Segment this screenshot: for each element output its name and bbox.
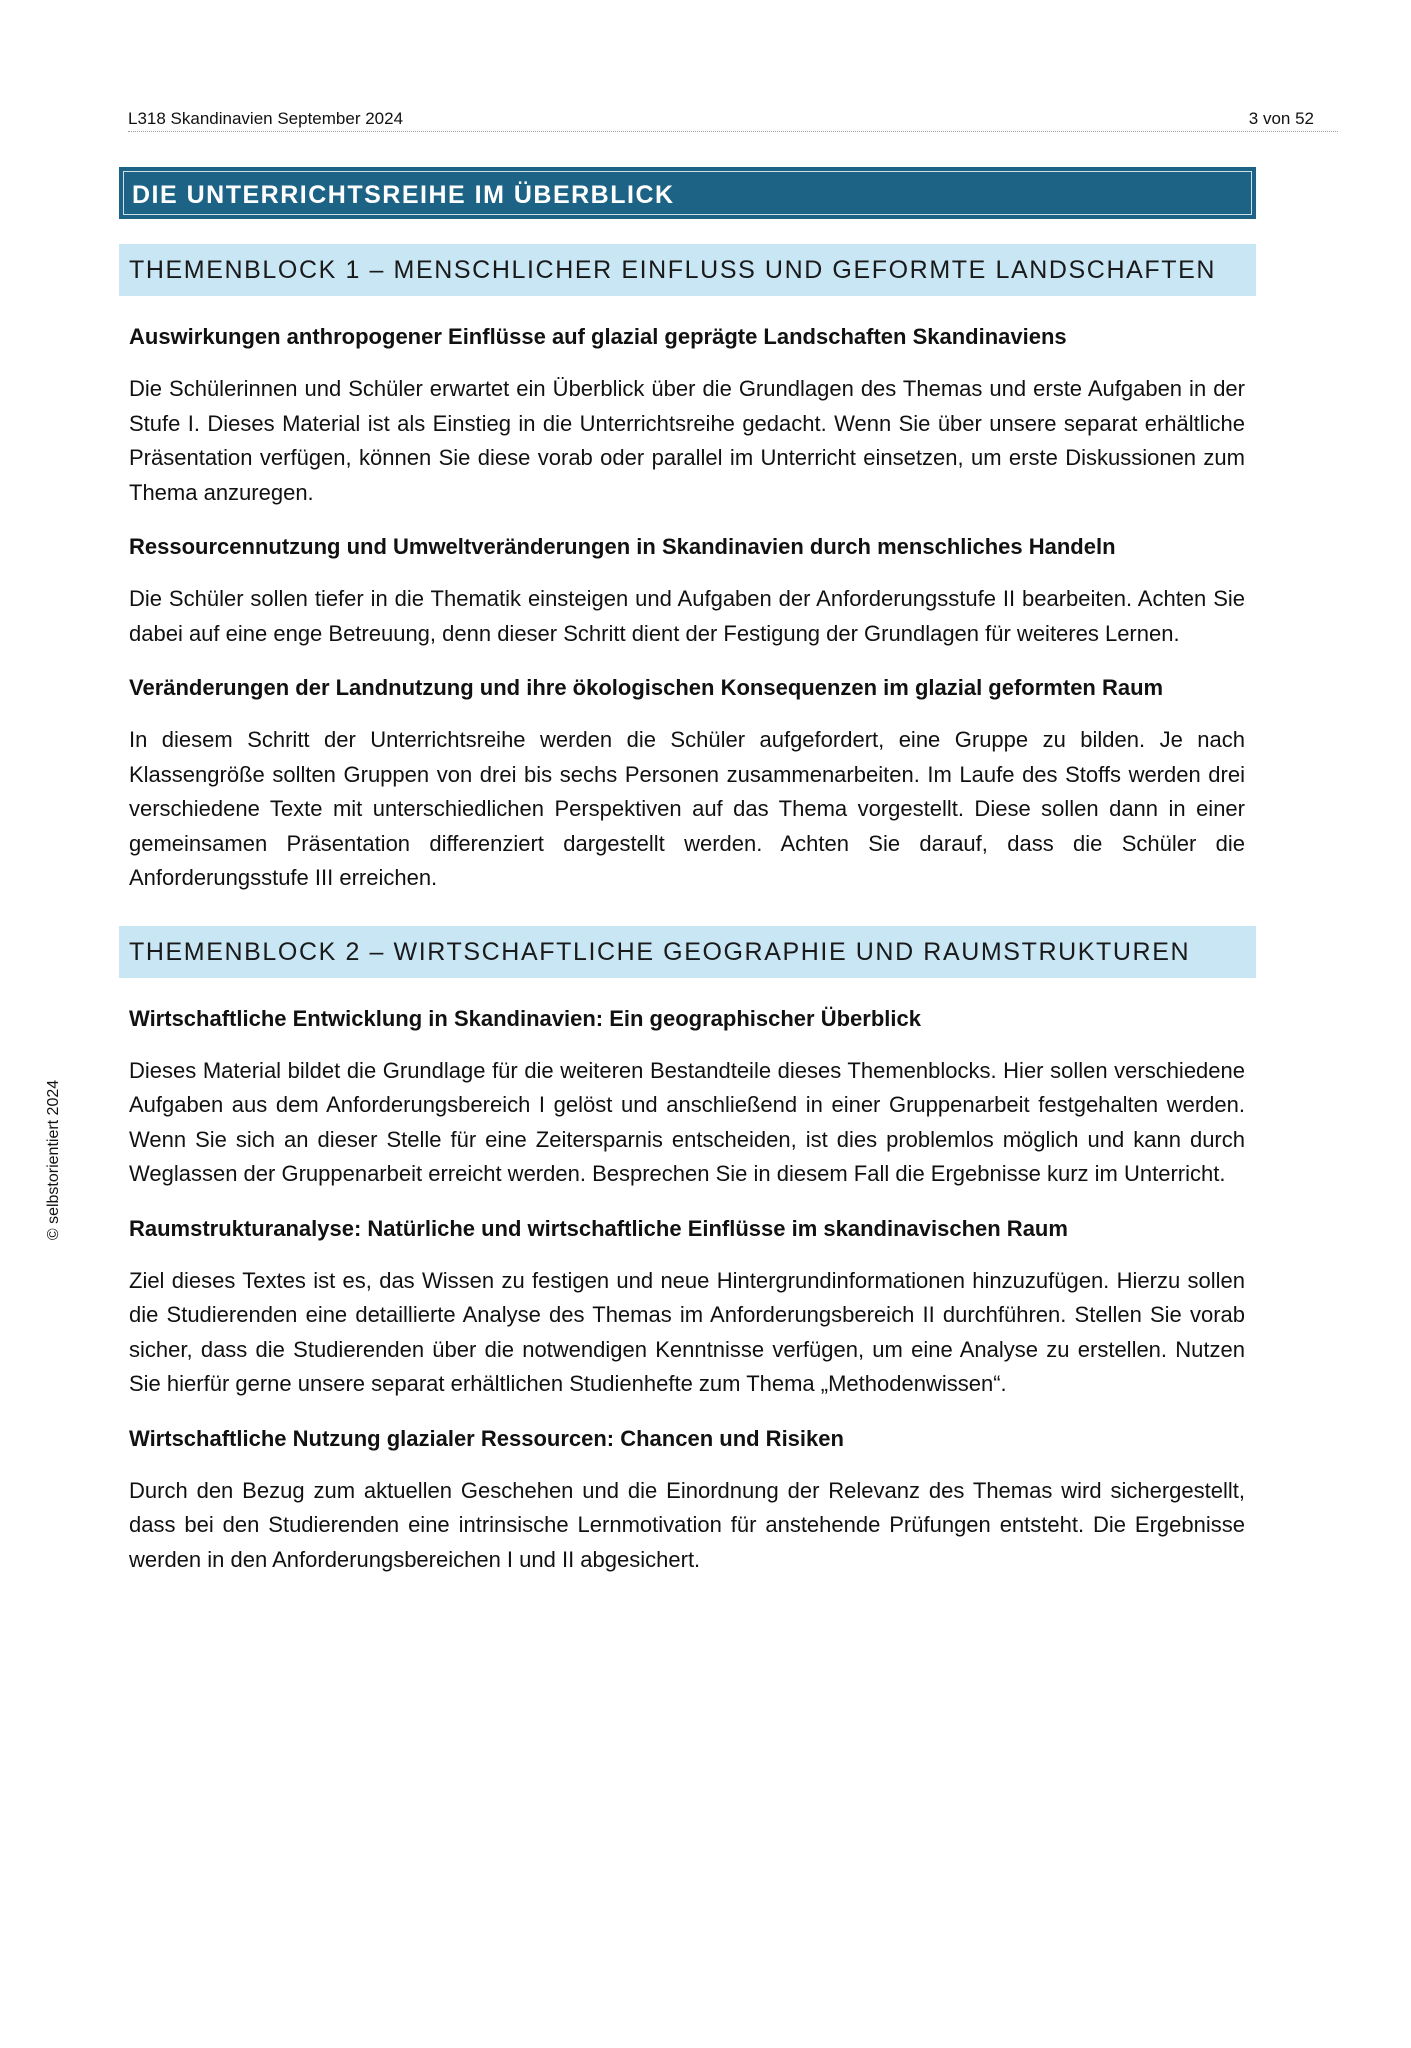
block-2-section-1-heading: Wirtschaftliche Entwicklung in Skandinavien: Ein geographischer Überblick: [129, 1005, 921, 1031]
block-1-section-2-heading: Ressourcennutzung und Umweltveränderungen in Skandinavien durch menschliches Handeln: [129, 534, 1116, 559]
block-2-section-3-text: Durch den Bezug zum aktuellen Geschehen und die Einordnung der Relevanz des Themas wird sichergestellt, dass bei den Studierenden eine intrinsische Lernmotivation für anstehende Prüfungen entsteht. Die Ergebnisse werden in den Anforderungsbereichen I und II abgesichert.: [129, 1477, 1245, 1572]
block-2-title: THEMENBLOCK 2 – WIRTSCHAFTLICHE GEOGRAPHIE UND RAUMSTRUKTUREN: [119, 926, 1256, 978]
block-2-section-2-text: Ziel dieses Textes ist es, das Wissen zu festigen und neue Hintergrundinformationen hinzuzufügen. Hierzu sollen die Studierenden eine detaillierte Analyse des Themas im Anforderungsbereich II durchführen. Stellen Sie vorab sicher, dass die Studierenden über die notwendigen Kenntnisse verfügen, um eine Analyse zu erstellen. Nutzen Sie hierfür gerne unsere separat erhältlichen Studienhefte zum Thema „Methodenwissen“.: [129, 1267, 1245, 1396]
block-1-section-3-heading: Veränderungen der Landnutzung und ihre ökologischen Konsequenzen im glazial geformten Raum: [129, 675, 1164, 700]
document-title: L318 Skandinavien September 2024: [128, 109, 404, 128]
page-number: 3 von 52: [1248, 109, 1314, 128]
block-1-section-1-text: Die Schülerinnen und Schüler erwartet ein Überblick über die Grundlagen des Themas und erste Aufgaben in der Stufe I. Dieses Material ist als Einstieg in die Unterrichtsreihe gedacht. Wenn Sie über unsere separat erhältliche Präsentation verfügen, können Sie diese vorab oder parallel im Unterricht einsetzen, um erste Diskussionen zum Thema anzuregen.: [129, 376, 1245, 505]
block-1-section-3-text: In diesem Schritt der Unterrichtsreihe werden die Schüler aufgefordert, eine Gruppe zu bilden. Je nach Klassengröße sollten Gruppen von drei bis sechs Personen zusammenarbeiten. Im Laufe des Stoffs werden drei verschiedene Texte mit unterschiedlichen Perspektiven auf das Thema vorgestellt. Diese sollen dann in einer gemeinsamen Präsentation differenziert dargestellt werden. Achten Sie darauf, dass die Schüler die Anforderungsstufe III erreichen.: [129, 727, 1245, 890]
block-2-section-1-text: Dieses Material bildet die Grundlage für die weiteren Bestandteile dieses Themenblocks. Hier sollen verschiedene Aufgaben aus dem Anforderungsbereich I gelöst und anschließend in einer Gruppenarbeit festgehalten werden. Wenn Sie sich an dieser Stelle für eine Zeitersparnis entscheiden, ist dies problemlos möglich und kann durch Weglassen der Gruppenarbeit erreicht werden. Besprechen Sie in diesem Fall die Ergebnisse kurz im Unterricht.: [129, 1057, 1245, 1186]
page-content: [119, 167, 1256, 1577]
block-2-section-3-heading: Wirtschaftliche Nutzung glazialer Ressourcen: Chancen und Risiken: [129, 1425, 844, 1451]
block-1-title: THEMENBLOCK 1 – MENSCHLICHER EINFLUSS UND GEFORMTE LANDSCHAFTEN: [119, 244, 1256, 296]
block-1-section-2-text: Die Schüler sollen tiefer in die Thematik einsteigen und Aufgaben der Anforderungsstufe II bearbeiten. Achten Sie dabei auf eine enge Betreuung, denn dieser Schritt dient der Festigung der Grundlagen für weiteres Lernen.: [129, 586, 1245, 646]
page-header: [128, 108, 1338, 132]
copyright-notice: © selbstorientiert 2024: [45, 1079, 62, 1241]
main-title: DIE UNTERRICHTSREIHE IM ÜBERBLICK: [119, 167, 1256, 219]
block-1-section-1-heading: Auswirkungen anthropogener Einflüsse auf glazial geprägte Landschaften Skandinaviens: [129, 324, 1067, 349]
block-2-section-2-heading: Raumstrukturanalyse: Natürliche und wirtschaftliche Einflüsse im skandinavischen Raum: [129, 1215, 1068, 1241]
